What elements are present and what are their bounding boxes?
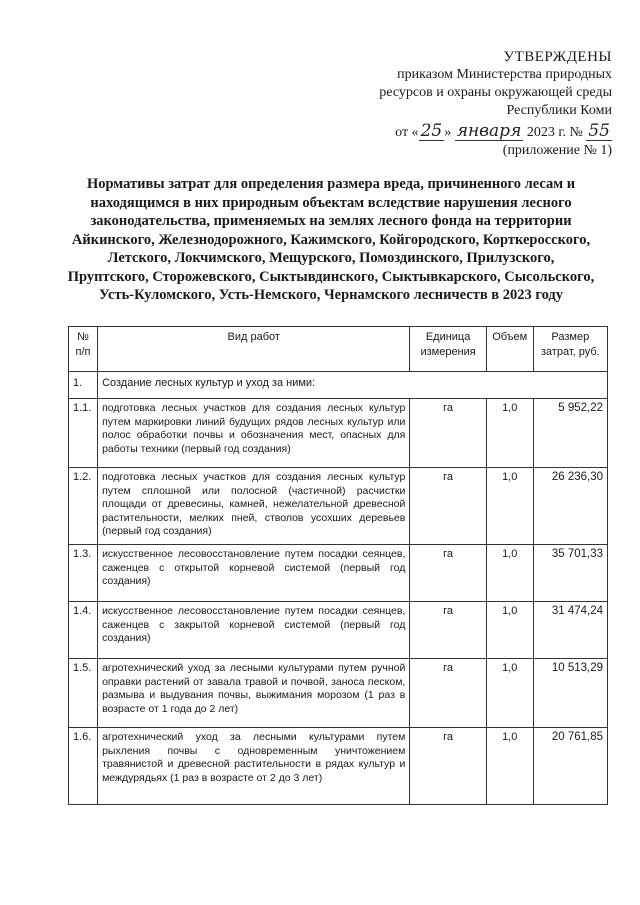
- row-num: 1.6.: [69, 728, 98, 805]
- header-volume: Объем: [486, 327, 533, 372]
- row-unit: га: [410, 399, 486, 468]
- row-unit: га: [410, 468, 486, 545]
- approval-title: УТВЕРЖДЕНЫ: [503, 49, 612, 65]
- row-volume: 1,0: [486, 399, 533, 468]
- row-volume: 1,0: [486, 728, 533, 805]
- row-work: агротехнический уход за лесными культурами путем ручной оправки растений от завала травой и почвой, заноса песком, размыва и выдувания почвы, выжимания морозом (1 раз в возрасте от 1 года до 2 лет): [98, 659, 410, 728]
- row-num: 1.4.: [69, 602, 98, 659]
- year-text: 2023 г. №: [526, 125, 583, 140]
- header-work: Вид работ: [98, 327, 410, 372]
- row-cost: 31 474,24: [533, 602, 607, 659]
- date-prefix: от «: [395, 125, 419, 140]
- handwritten-day: 25: [420, 121, 443, 141]
- row-num: 1.3.: [69, 545, 98, 602]
- appendix-label: (приложение № 1): [502, 143, 612, 158]
- header-num: № п/п: [69, 327, 98, 372]
- row-cost: 26 236,30: [533, 468, 607, 545]
- row-volume: 1,0: [486, 468, 533, 545]
- row-unit: га: [410, 659, 486, 728]
- table-row: [69, 468, 608, 545]
- handwritten-number: 55: [588, 121, 610, 141]
- approval-block: [332, 48, 612, 160]
- table-row: [69, 545, 608, 602]
- table-header-row: [69, 327, 608, 372]
- section-row: [69, 372, 608, 399]
- header-cost: Размер затрат, руб.: [533, 327, 607, 372]
- row-work: подготовка лесных участков для создания лесных культур путем сплошной или полосной (частичной) расчистки площади от древесины, камней, нежелательной древесной растительности, мелких пней, стволов усохших деревьев (первый год создания): [98, 468, 410, 545]
- row-volume: 1,0: [486, 545, 533, 602]
- row-cost: 5 952,22: [533, 399, 607, 468]
- row-num: 1.1.: [69, 399, 98, 468]
- row-work: подготовка лесных участков для создания лесных культур путем маркировки линий будущих рядов лесных культур или полос обработки почвы и обозначения мест, опасных для работы техники (первый год создания): [98, 399, 410, 468]
- section-title: Создание лесных культур и уход за ними:: [98, 372, 608, 399]
- approval-line-1: приказом Министерства природных: [397, 67, 612, 82]
- approval-line-2: ресурсов и охраны окружающей среды: [379, 85, 612, 100]
- row-work: агротехнический уход за лесными культурами путем рыхления почвы с одновременным уничтожением травянистой и древесной растительности в рядах культур и междурядьях (1 раз в возрасте от 2 до 3 лет): [98, 728, 410, 805]
- row-unit: га: [410, 728, 486, 805]
- row-cost: 20 761,85: [533, 728, 607, 805]
- row-num: 1.2.: [69, 468, 98, 545]
- approval-date-line: [332, 122, 612, 142]
- section-num: 1.: [69, 372, 98, 399]
- table-row: [69, 659, 608, 728]
- norms-table: [68, 326, 608, 805]
- document-heading: Нормативы затрат для определения размера вреда, причиненного лесам и находящимся в них природным объектам вследствие нарушения лесного законодательства, применяемых на землях лесного фонда на территории Айкинского, Железнодорожного, Кажимского, Койгородского, Корткеросского, Летского, Локчимского, Мещурского, Помоздинского, Прилузского, Пруптского, Сторожевского, Сыктывдинского, Сыктывкарского, Сысольского, Усть-Куломского, Усть-Немского, Чернамского лесничеств в 2023 году: [67, 176, 595, 303]
- row-cost: 10 513,29: [533, 659, 607, 728]
- table-row: [69, 728, 608, 805]
- row-work: искусственное лесовосстановление путем посадки сеянцев, саженцев с открытой корневой системой (первый год создания): [98, 545, 410, 602]
- approval-line-3: Республики Коми: [506, 103, 612, 118]
- row-volume: 1,0: [486, 659, 533, 728]
- handwritten-month: января: [456, 121, 522, 141]
- row-num: 1.5.: [69, 659, 98, 728]
- row-unit: га: [410, 602, 486, 659]
- table-row: [69, 399, 608, 468]
- row-volume: 1,0: [486, 602, 533, 659]
- header-unit: Единица измерения: [410, 327, 486, 372]
- row-unit: га: [410, 545, 486, 602]
- date-mid: »: [444, 125, 452, 140]
- table-row: [69, 602, 608, 659]
- row-work: искусственное лесовосстановление путем посадки сеянцев, саженцев с закрытой корневой системой (первый год создания): [98, 602, 410, 659]
- row-cost: 35 701,33: [533, 545, 607, 602]
